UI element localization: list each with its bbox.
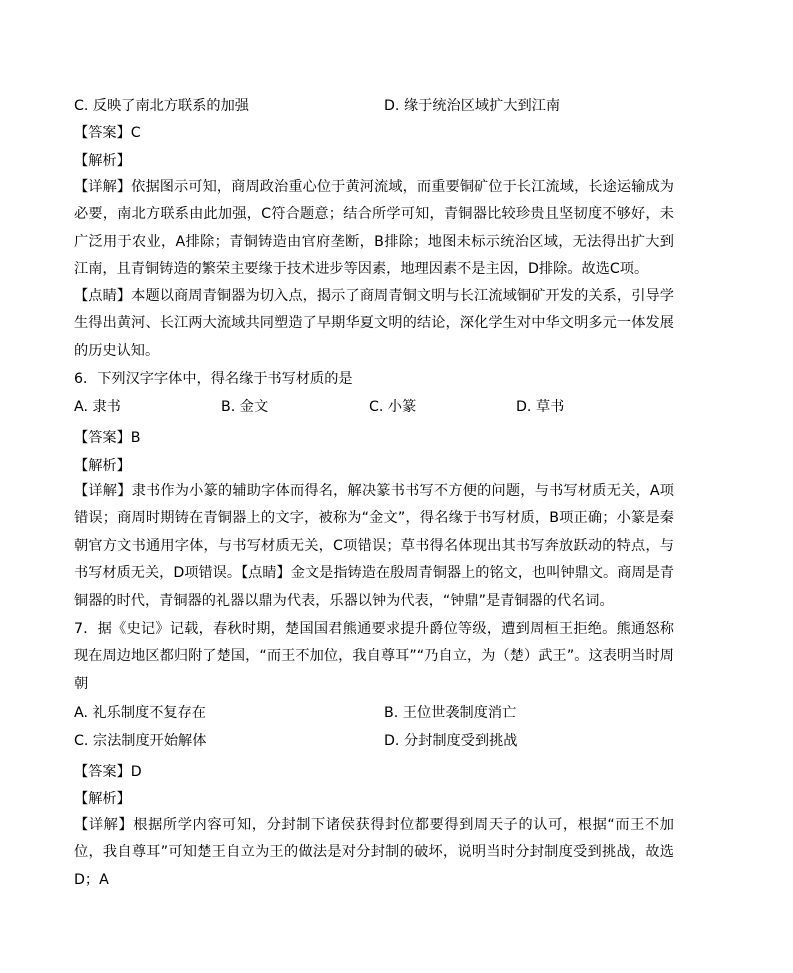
q5-detail: 【详解】依据图示可知，商周政治重心位于黄河流域，而重要铜矿位于长江流域，长途运输成为必要，南北方联系由此加强，C符合题意；结合所学可知，青铜器比较珍贵且坚韧度不够好，未广泛用于农业，A排除；青铜铸造由官府垄断，B排除；地图未标示统治区域，无法得出扩大到江南，且青铜铸造的繁荣主要缘于技术进步等因素，地理因素不是主因，D排除。故选C项。 [74, 179, 674, 278]
q6-option-a: A. 隶书 [74, 399, 121, 415]
q7-option-c: C. 宗法制度开始解体 [74, 733, 207, 749]
q5-answer [74, 123, 674, 143]
q7-answer [74, 762, 674, 782]
q7-option-b: B. 王位世袭制度消亡 [384, 705, 517, 721]
q5-comment: 【点睛】本题以商周青铜器为切入点，揭示了商周青铜文明与长江流域铜矿开发的关系，引导学生得出黄河、长江两大流域共同塑造了早期华夏文明的结论，深化学生对中华文明多元一体发展的历史认知。 [74, 288, 674, 359]
q6-analysis-tag: 【解析】 [74, 458, 131, 474]
q7-stem: 7．据《史记》记载，春秋时期，楚国国君熊通要求提升爵位等级，遭到周桓王拒绝。熊通怒称现在周边地区都归附了楚国，“而王不加位，我自尊耳”“乃自立，为（楚）武王”。这表明当时周朝 [74, 621, 674, 692]
answer-value: D [130, 764, 142, 780]
q7-option-a: A. 礼乐制度不复存在 [74, 705, 206, 721]
q6-option-d: D. 草书 [516, 399, 565, 415]
answer-tag: 【答案】 [74, 764, 131, 780]
answer-tag: 【答案】 [74, 430, 131, 446]
q6-answer [74, 428, 674, 448]
q5-option-c: C. 反映了南北方联系的加强 [74, 98, 249, 114]
q6-stem: 6．下列汉字字体中，得名缘于书写材质的是 [74, 371, 353, 387]
q6-option-b: B. 金文 [221, 399, 269, 415]
answer-value: B [130, 430, 141, 446]
q7-analysis-tag: 【解析】 [74, 791, 131, 807]
q5-analysis-tag: 【解析】 [74, 153, 131, 169]
q5-option-d: D. 缘于统治区域扩大到江南 [384, 98, 561, 114]
q7-option-d: D. 分封制度受到挑战 [384, 733, 518, 749]
answer-tag: 【答案】 [74, 125, 131, 141]
q6-option-c: C. 小篆 [369, 399, 417, 415]
q6-detail: 【详解】隶书作为小篆的辅助字体而得名，解决篆书书写不方便的问题，与书写材质无关，A项错误；商周时期铸在青铜器上的文字，被称为“金文”，得名缘于书写材质，B项正确；小篆是秦朝官方文书通用字体，与书写材质无关，C项错误；草书得名体现出其书写奔放跃动的特点，与书写材质无关，D项错误。【点睛】金文是指铸造在殷周青铜器上的铭文，也叫钟鼎文。商周是青铜器的时代，青铜器的礼器以鼎为代表，乐器以钟为代表，“钟鼎”是青铜器的代名词。 [74, 483, 674, 609]
q7-detail: 【详解】根据所学内容可知，分封制下诸侯获得封位都要得到周天子的认可，根据“而王不加位，我自尊耳”可知楚王自立为王的做法是对分封制的破坏，说明当时分封制度受到挑战，故选D；A [74, 817, 674, 888]
answer-value: C [130, 125, 141, 141]
